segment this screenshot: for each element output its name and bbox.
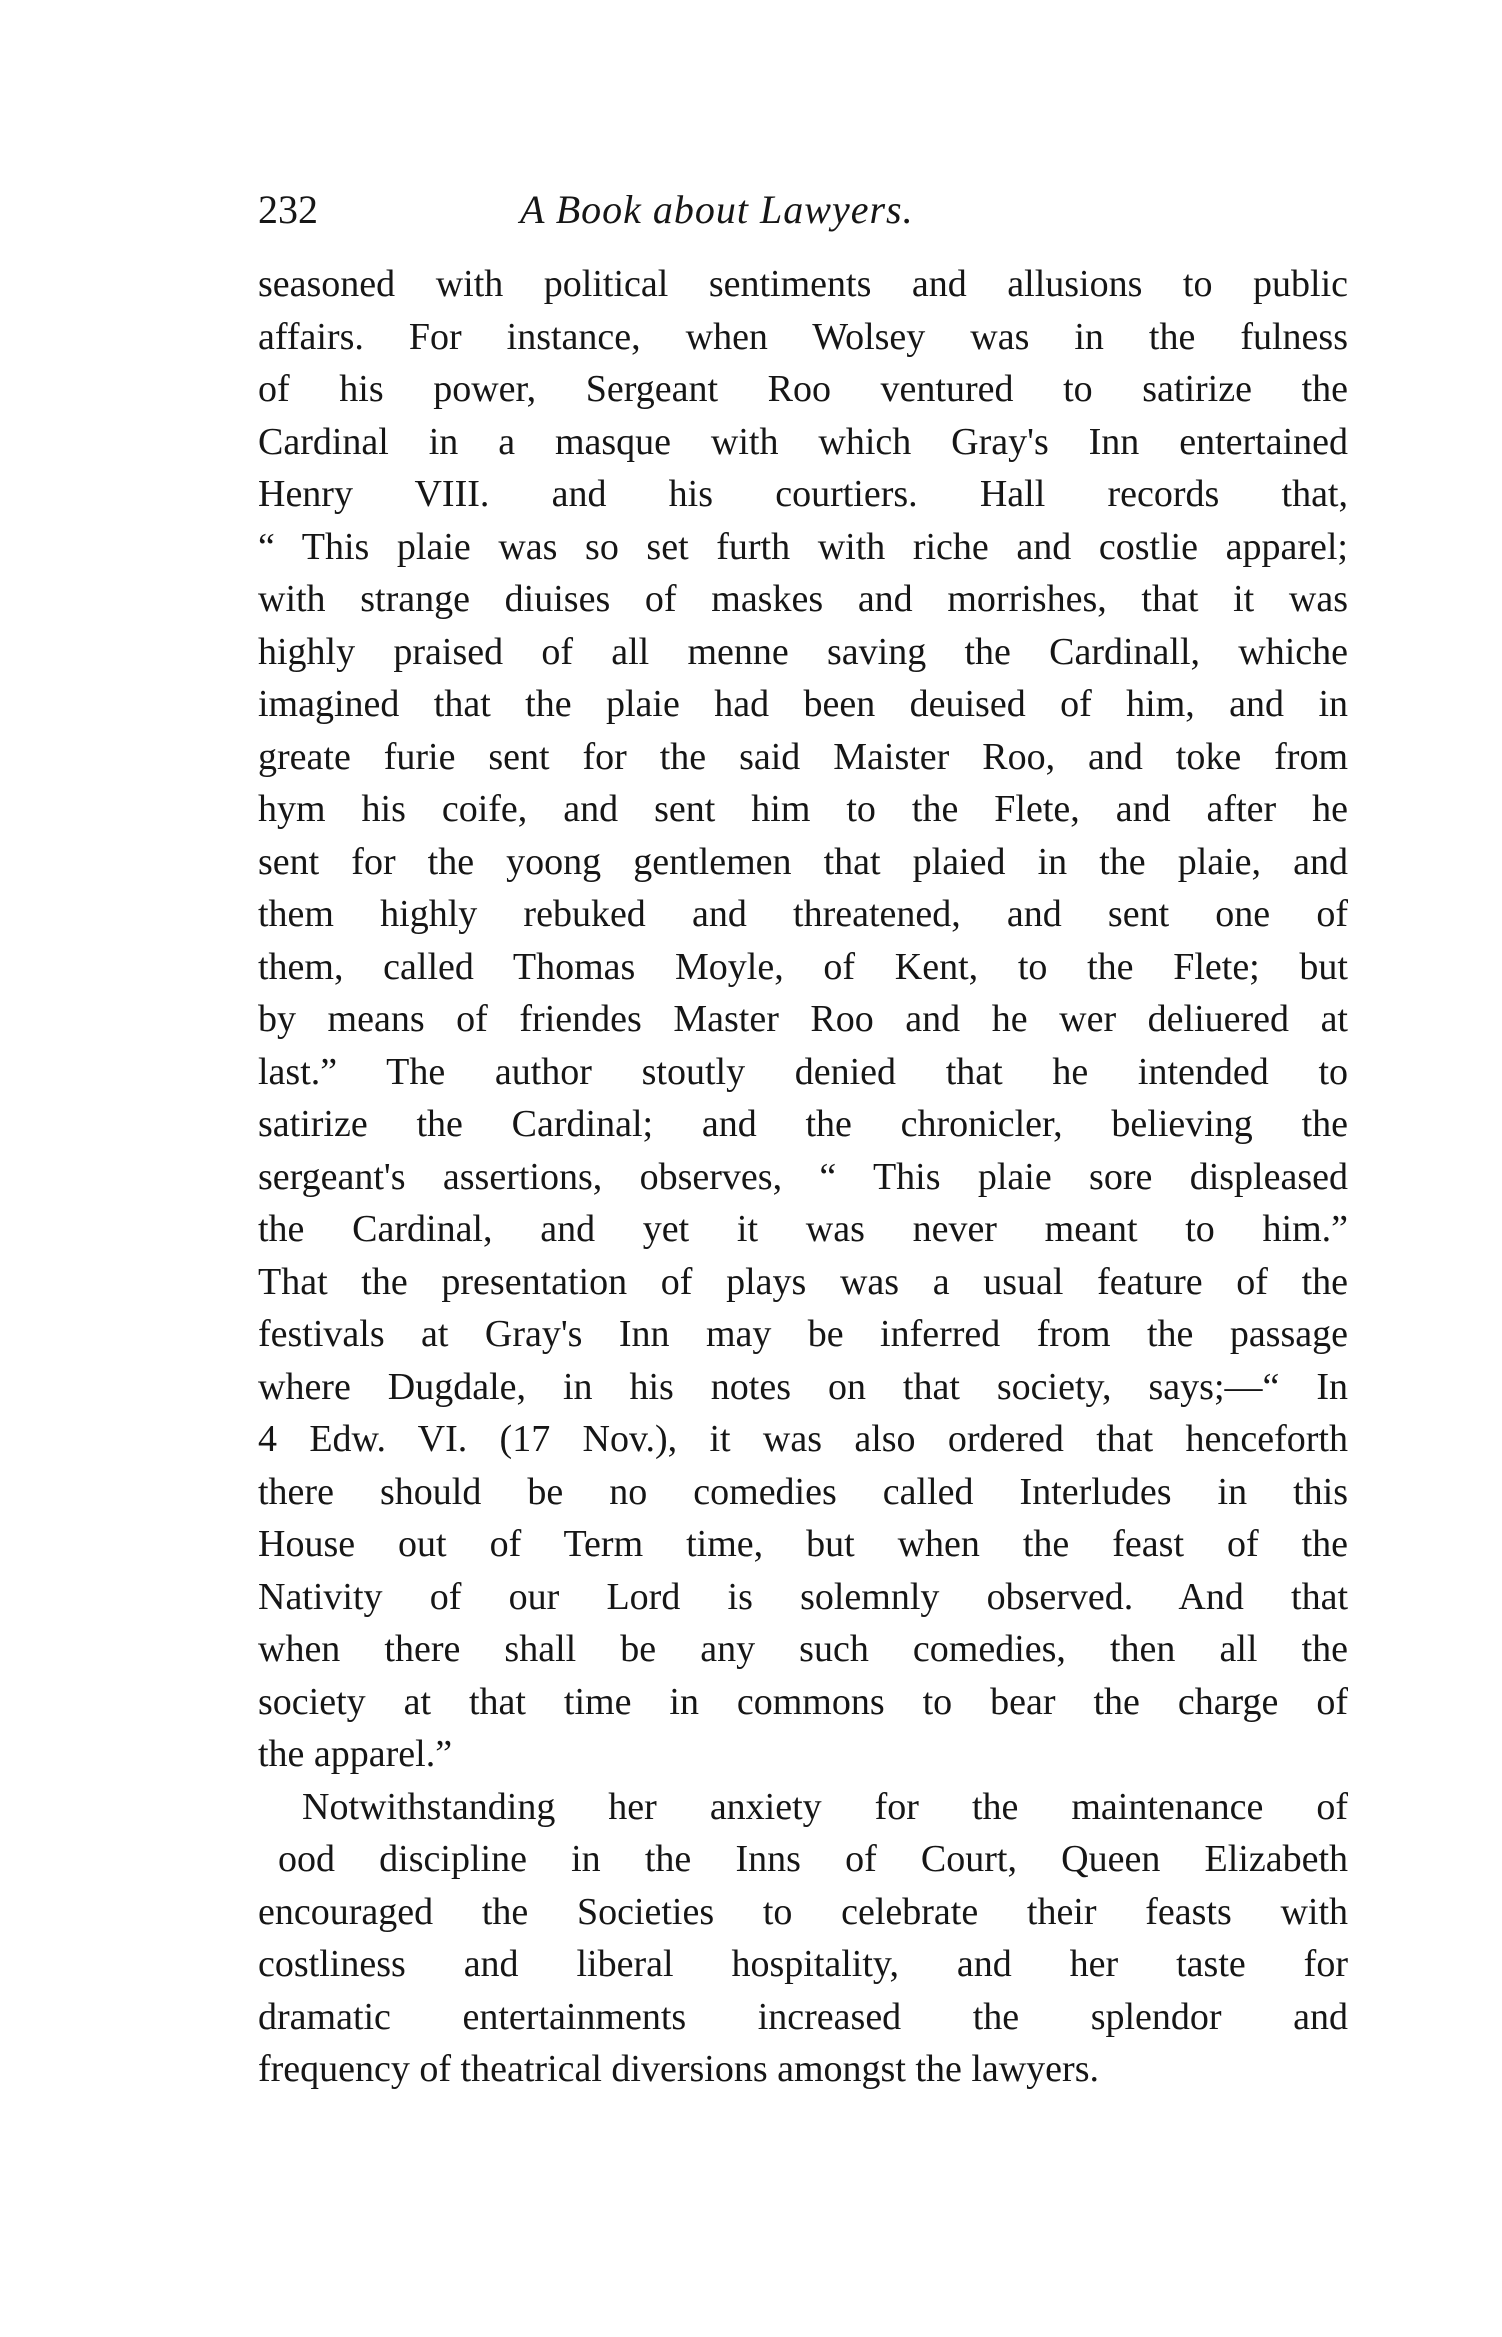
text-line: dramatic entertainments increased the splendor and	[258, 1995, 1348, 2038]
text-line: with strange diuises of maskes and morrishes, that it was	[258, 578, 1348, 620]
text-line: imagined that the plaie had been deuised of him, and in	[258, 683, 1348, 725]
text-line: House out of Term time, but when the feast of the	[258, 1523, 1348, 1565]
text-line: highly praised of all menne saving the Cardinall, whiche	[258, 630, 1348, 673]
text-line: of his power, Sergeant Roo ventured to satirize the	[258, 368, 1348, 410]
text-line: 4 Edw. VI. (17 Nov.), it was also ordered that henceforth	[258, 1418, 1348, 1460]
text-line: encouraged the Societies to celebrate their feasts with	[258, 1890, 1348, 1933]
text-line: society at that time in commons to bear the charge of	[258, 1680, 1348, 1723]
text-line: when there shall be any such comedies, then all the	[258, 1628, 1348, 1670]
text-line: the Cardinal, and yet it was never meant to him.”	[258, 1208, 1348, 1250]
text-line: sent for the yoong gentlemen that plaied in the plaie, and	[258, 840, 1348, 883]
text-line: Nativity of our Lord is solemnly observed. And that	[258, 1575, 1348, 1618]
text-line: by means of friendes Master Roo and he wer deliuered at	[258, 998, 1348, 1040]
text-line: there should be no comedies called Interludes in this	[258, 1470, 1348, 1513]
text-line: the apparel.”	[258, 1733, 453, 1775]
text-line: festivals at Gray's Inn may be inferred from the passage	[258, 1313, 1348, 1355]
text-line: seasoned with political sentiments and allusions to public	[258, 263, 1348, 305]
text-line: them highly rebuked and threatened, and sent one of	[258, 893, 1348, 935]
text-line: Notwithstanding her anxiety for the maintenance of	[302, 1785, 1348, 1828]
text-line: sergeant's assertions, observes, “ This plaie sore displeased	[258, 1155, 1348, 1198]
text-line: frequency of theatrical diversions amongst the lawyers.	[258, 2048, 1099, 2090]
text-line: costliness and liberal hospitality, and her taste for	[258, 1943, 1348, 1985]
text-line: affairs. For instance, when Wolsey was in the fulness	[258, 315, 1348, 358]
body-text	[258, 258, 1348, 2096]
text-line: where Dugdale, in his notes on that society, says;—“ In	[258, 1365, 1348, 1408]
text-line: greate furie sent for the said Maister Roo, and toke from	[258, 735, 1348, 778]
text-line: That the presentation of plays was a usual feature of the	[258, 1260, 1348, 1303]
text-line: ood discipline in the Inns of Court, Queen Elizabeth	[278, 1838, 1348, 1880]
running-title: A Book about Lawyers.	[520, 187, 914, 232]
page-number: 232	[258, 187, 318, 232]
text-line: satirize the Cardinal; and the chronicler, believing the	[258, 1103, 1348, 1145]
text-line: Henry VIII. and his courtiers. Hall records that,	[258, 473, 1348, 515]
text-line: “ This plaie was so set furth with riche and costlie apparel;	[258, 525, 1348, 568]
text-line: Cardinal in a masque with which Gray's Inn entertained	[258, 420, 1348, 463]
page-header	[258, 180, 1348, 240]
text-line: hym his coife, and sent him to the Flete, and after he	[258, 788, 1348, 830]
text-line: them, called Thomas Moyle, of Kent, to the Flete; but	[258, 945, 1348, 988]
text-line: last.” The author stoutly denied that he intended to	[258, 1050, 1348, 1093]
